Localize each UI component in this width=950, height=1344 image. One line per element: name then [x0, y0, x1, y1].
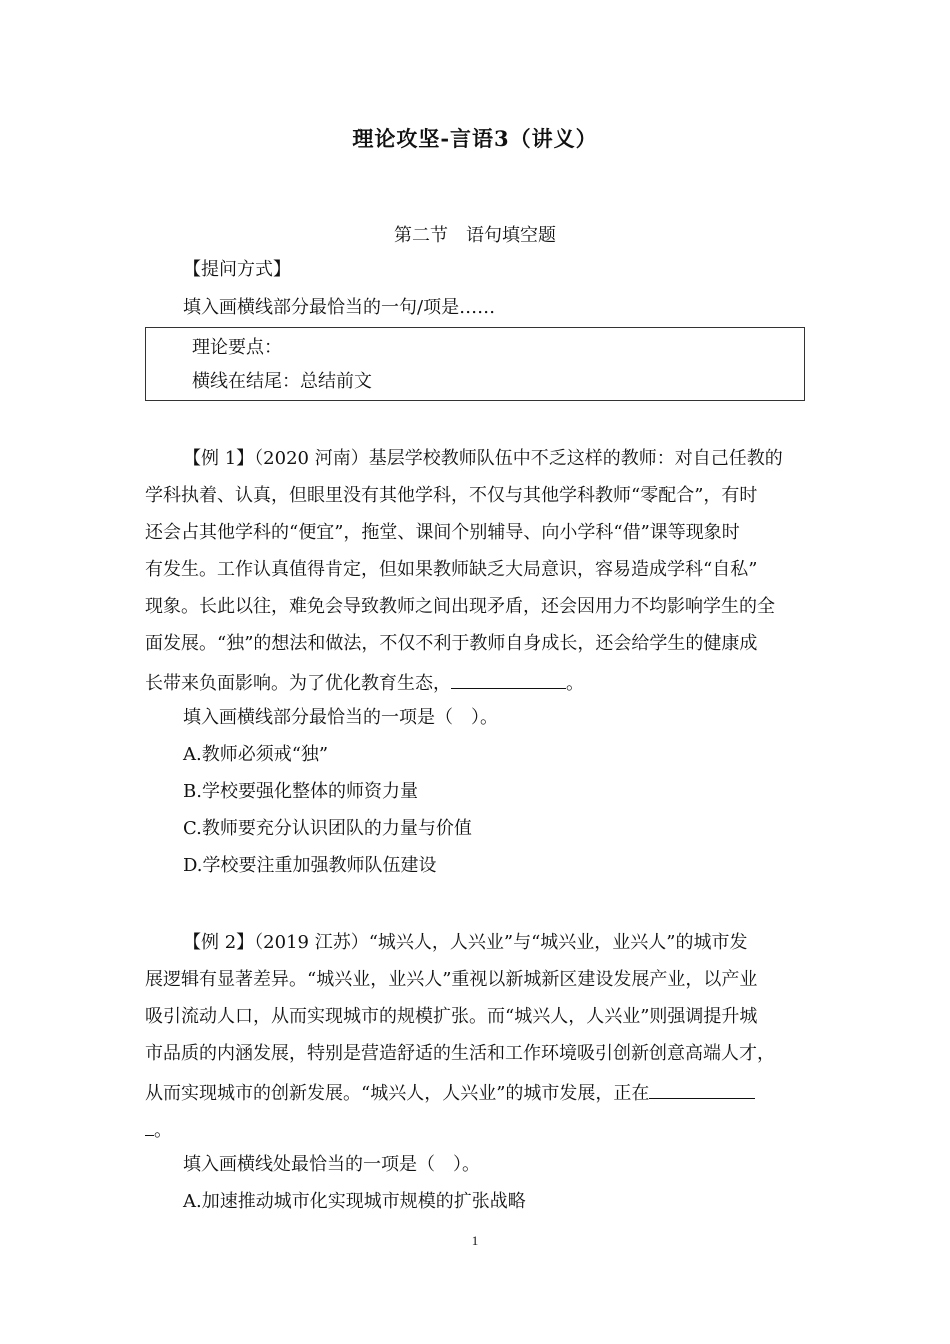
example2-line: 【例 2】（2019 江苏）“城兴人，人兴业”与“城兴业，业兴人”的城市发 [183, 932, 748, 953]
question-method-text: 填入画横线部分最恰当的一句/项是…… [183, 297, 496, 318]
example1-line: 现象。长此以往，难免会导致教师之间出现矛盾，还会因用力不均影响学生的全 [145, 596, 775, 617]
page-number: 1 [471, 1233, 479, 1248]
answer-blank [145, 1115, 154, 1136]
question-method-heading: 【提问方式】 [183, 259, 291, 280]
example1-option-a: A.教师必须戒“独” [183, 744, 329, 765]
section-title: 第二节 语句填空题 [394, 225, 556, 246]
example1-option-c: C.教师要充分认识团队的力量与价值 [183, 818, 472, 839]
theory-box-line-2: 横线在结尾：总结前文 [192, 371, 372, 392]
example2-line: 吸引流动人口，从而实现城市的规模扩张。而“城兴人，人兴业”则强调提升城 [145, 1006, 758, 1027]
answer-blank [649, 1078, 755, 1099]
example2-option-a: A.加速推动城市化实现城市规模的扩张战略 [183, 1191, 526, 1212]
example2-continuation-end: 。 [154, 1120, 172, 1141]
example2-blank-line [145, 1078, 755, 1107]
example1-line: 学科执着、认真，但眼里没有其他学科，不仅与其他学科教师“零配合”，有时 [145, 485, 758, 506]
answer-blank [451, 668, 566, 689]
example1-last-line-text: 长带来负面影响。为了优化教育生态， [145, 673, 451, 694]
example2-prompt: 填入画横线处最恰当的一项是（ ）。 [183, 1154, 480, 1175]
page-title: 理论攻坚-言语3（讲义） [352, 126, 598, 151]
example1-line: 有发生。工作认真值得肯定，但如果教师缺乏大局意识，容易造成学科“自私” [145, 559, 758, 580]
example2-line: 市品质的内涵发展，特别是营造舒适的生活和工作环境吸引创新创意高端人才， [145, 1043, 775, 1064]
theory-box-line-1: 理论要点： [192, 337, 282, 358]
example2-line: 展逻辑有显著差异。“城兴业，业兴人”重视以新城新区建设发展产业，以产业 [145, 969, 758, 990]
example1-last-line-end: 。 [566, 673, 584, 694]
example2-continuation-line [145, 1115, 172, 1144]
example1-line: 面发展。“独”的想法和做法，不仅不利于教师自身成长，还会给学生的健康成 [145, 633, 758, 654]
example1-prompt: 填入画横线部分最恰当的一项是（ ）。 [183, 707, 498, 728]
theory-box [145, 327, 805, 401]
example1-line: 还会占其他学科的“便宜”，拖堂、课间个别辅导、向小学科“借”课等现象时 [145, 522, 740, 543]
example2-blank-line-text: 从而实现城市的创新发展。“城兴人，人兴业”的城市发展，正在 [145, 1083, 650, 1104]
example1-option-d: D.学校要注重加强教师队伍建设 [183, 855, 437, 876]
example1-line: 【例 1】（2020 河南）基层学校教师队伍中不乏这样的教师：对自己任教的 [183, 448, 783, 469]
example1-last-line [145, 668, 584, 697]
example1-option-b: B.学校要强化整体的师资力量 [183, 781, 418, 802]
